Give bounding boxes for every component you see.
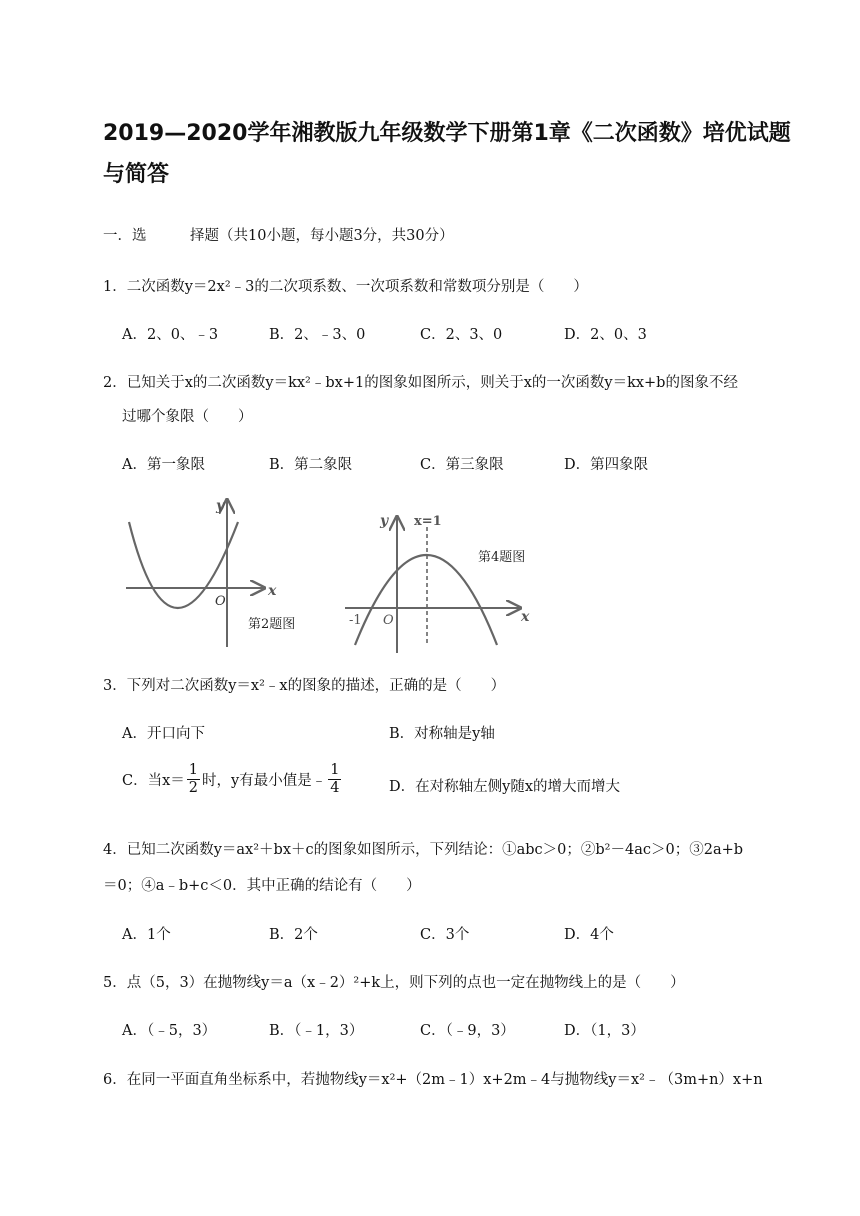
origin-label: O	[215, 594, 226, 609]
question-3-option-d: D．在对称轴左侧y随x的增大而增大	[389, 779, 620, 795]
fraction-numerator: 1	[188, 762, 199, 778]
question-5-option-b: B．（﹣1，3）	[269, 1023, 364, 1039]
question-4-option-a: A．1个	[122, 927, 171, 943]
question-3-option-c	[122, 762, 343, 796]
question-1-stem: 1．二次函数y＝2x²﹣3的二次项系数、一次项系数和常数项分别是（ ）	[103, 279, 588, 295]
option-c-text-prefix: C．当x＝	[122, 772, 185, 789]
question-4-stem-line2: ＝0；④a﹣b+c＜0．其中正确的结论有（ ）	[103, 878, 421, 894]
question-2-stem-line1: 2．已知关于x的二次函数y＝kx²﹣bx+1的图象如图所示，则关于x的一次函数y＝kx+b的图象不经	[103, 375, 738, 391]
x-axis-label: x	[521, 609, 530, 625]
fraction-one-quarter	[328, 762, 341, 796]
parabola-curve	[355, 555, 497, 645]
fraction-one-half	[187, 762, 200, 796]
question-4-option-b: B．2个	[269, 927, 318, 943]
fraction-denominator: 4	[330, 779, 340, 796]
question-2-option-c: C．第三象限	[420, 457, 504, 473]
question-2-option-d: D．第四象限	[564, 457, 649, 473]
question-1-option-b: B．2、﹣3、0	[269, 327, 366, 343]
y-axis-label: y	[380, 513, 389, 529]
question-2-stem-line2: 过哪个象限（ ）	[122, 409, 253, 425]
question-1-option-d: D．2、0、3	[564, 327, 647, 343]
figure-question-2	[118, 492, 318, 652]
question-1-option-a: A．2、0、﹣3	[122, 327, 219, 343]
question-5-stem: 5．点（5，3）在抛物线y＝a（x﹣2）²+k上，则下列的点也一定在抛物线上的是（ ）	[103, 975, 685, 991]
question-1-option-c: C．2、3、0	[420, 327, 503, 343]
y-axis-label: y	[216, 498, 225, 514]
question-3-option-a: A．开口向下	[122, 726, 205, 742]
question-2-option-a: A．第一象限	[122, 457, 205, 473]
figure-caption: 第4题图	[478, 550, 526, 565]
document-title-line1: 2019—2020学年湘教版九年级数学下册第1章《二次函数》培优试题	[103, 121, 791, 146]
section-heading: 一．选 择题（共10小题，每小题3分，共30分）	[103, 228, 454, 244]
fraction-denominator: 2	[188, 779, 199, 796]
question-4-option-c: C．3个	[420, 927, 470, 943]
origin-label: O	[383, 613, 394, 628]
question-2-option-b: B．第二象限	[269, 457, 353, 473]
option-c-text-middle: 时，y有最小值是﹣	[202, 772, 327, 789]
fraction-numerator: 1	[330, 762, 340, 778]
figure-caption: 第2题图	[248, 617, 296, 632]
question-5-option-c: C．（﹣9，3）	[420, 1023, 515, 1039]
question-6-stem: 6．在同一平面直角坐标系中，若抛物线y＝x²+（2m﹣1）x+2m﹣4与抛物线y＝x²﹣（3m+n）x+n	[103, 1072, 763, 1088]
x-axis-label: x	[268, 583, 277, 599]
question-5-option-a: A．（﹣5，3）	[122, 1023, 217, 1039]
document-title-line2: 与简答	[103, 162, 170, 187]
question-4-stem-line1: 4．已知二次函数y＝ax²＋bx＋c的图象如图所示，下列结论：①abc＞0；②b²－4ac＞0；③2a+b	[103, 842, 744, 858]
question-4-option-d: D．4个	[564, 927, 614, 943]
figure-question-4	[340, 505, 540, 655]
question-5-option-d: D．（1，3）	[564, 1023, 645, 1039]
question-3-option-b: B．对称轴是y轴	[389, 726, 495, 742]
symmetry-axis-label: x=1	[414, 514, 442, 529]
neg-one-label: -1	[349, 613, 362, 628]
question-3-stem: 3．下列对二次函数y＝x²﹣x的图象的描述，正确的是（ ）	[103, 678, 506, 694]
